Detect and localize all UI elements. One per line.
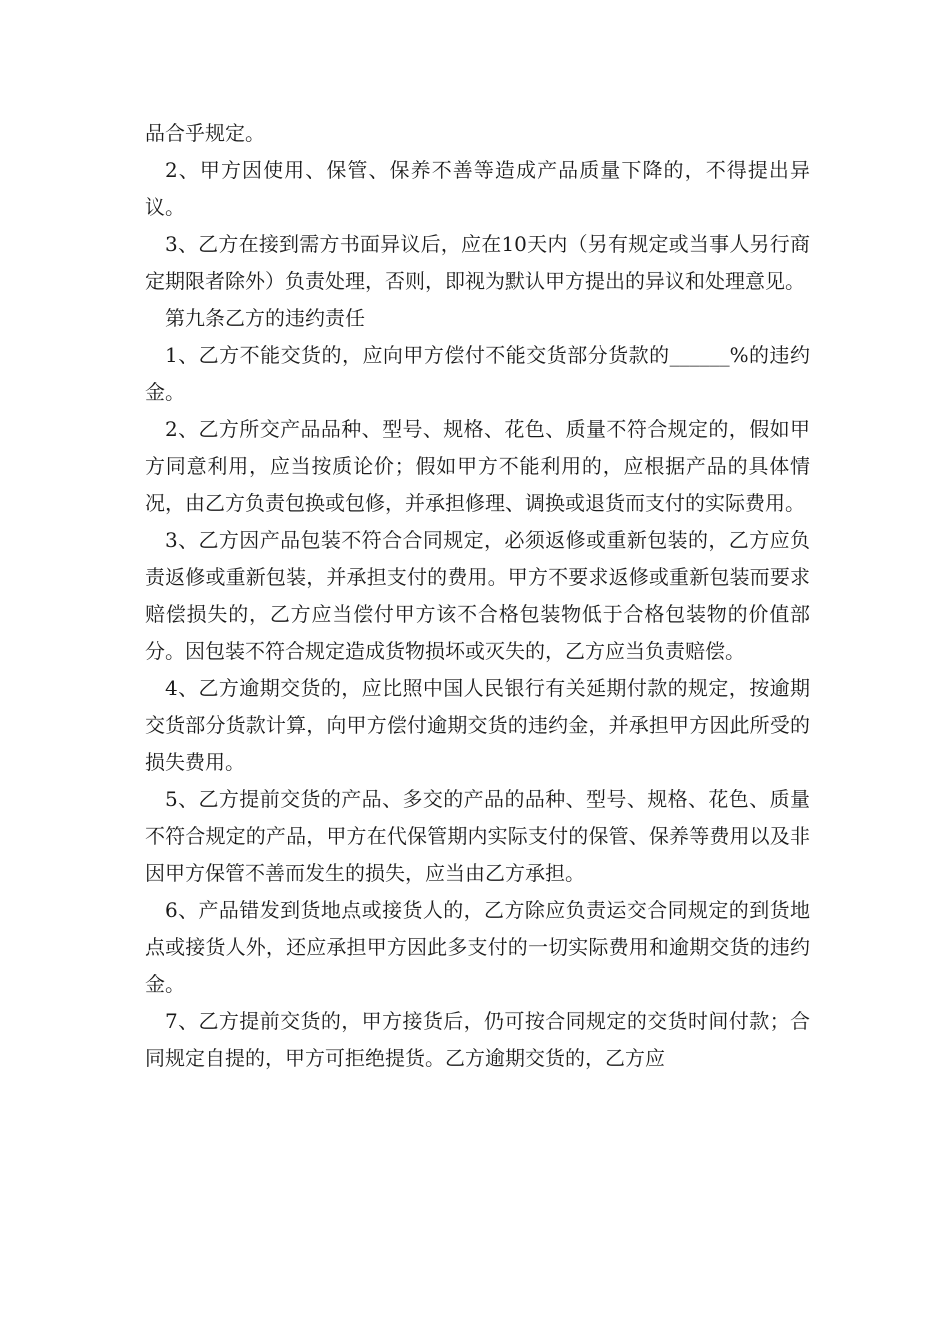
paragraph-continuation: 品合乎规定。 xyxy=(145,121,265,145)
paragraph-penalty-4: 4、乙方逾期交货的，应比照中国人民银行有关延期付款的规定，按逾期交货部分货款计算，向甲方偿付逾期交货的违约金，并承担甲方因此所受的损失费用。 xyxy=(145,676,810,774)
paragraph-penalty-7: 7、乙方提前交货的，甲方接货后，仍可按合同规定的交货时间付款；合同规定自提的，甲方可拒绝提货。乙方逾期交货的，乙方应 xyxy=(145,1009,810,1070)
contract-text-body xyxy=(145,115,810,1077)
paragraph-penalty-5: 5、乙方提前交货的产品、多交的产品的品种、型号、规格、花色、质量不符合规定的产品，甲方在代保管期内实际支付的保管、保养等费用以及非因甲方保管不善而发生的损失，应当由乙方承担。 xyxy=(145,787,810,885)
paragraph-clause-3: 3、乙方在接到需方书面异议后，应在10天内（另有规定或当事人另行商定期限者除外）负责处理，否则，即视为默认甲方提出的异议和处理意见。 xyxy=(145,232,810,293)
paragraph-penalty-2: 2、乙方所交产品品种、型号、规格、花色、质量不符合规定的，假如甲方同意利用，应当按质论价；假如甲方不能利用的，应根据产品的具体情况，由乙方负责包换或包修，并承担修理、调换或退货而支付的实际费用。 xyxy=(145,417,810,515)
paragraph-penalty-1: 1、乙方不能交货的，应向甲方偿付不能交货部分货款的______%的违约金。 xyxy=(145,343,810,404)
paragraph-penalty-6: 6、产品错发到货地点或接货人的，乙方除应负责运交合同规定的到货地点或接货人外，还应承担甲方因此多支付的一切实际费用和逾期交货的违约金。 xyxy=(145,898,810,996)
article-heading: 第九条乙方的违约责任 xyxy=(165,306,365,330)
paragraph-clause-2: 2、甲方因使用、保管、保养不善等造成产品质量下降的，不得提出异议。 xyxy=(145,158,810,219)
paragraph-penalty-3: 3、乙方因产品包装不符合合同规定，必须返修或重新包装的，乙方应负责返修或重新包装，并承担支付的费用。甲方不要求返修或重新包装而要求赔偿损失的，乙方应当偿付甲方该不合格包装物低于合格包装物的价值部分。因包装不符合规定造成货物损坏或灭失的，乙方应当负责赔偿。 xyxy=(145,528,810,663)
